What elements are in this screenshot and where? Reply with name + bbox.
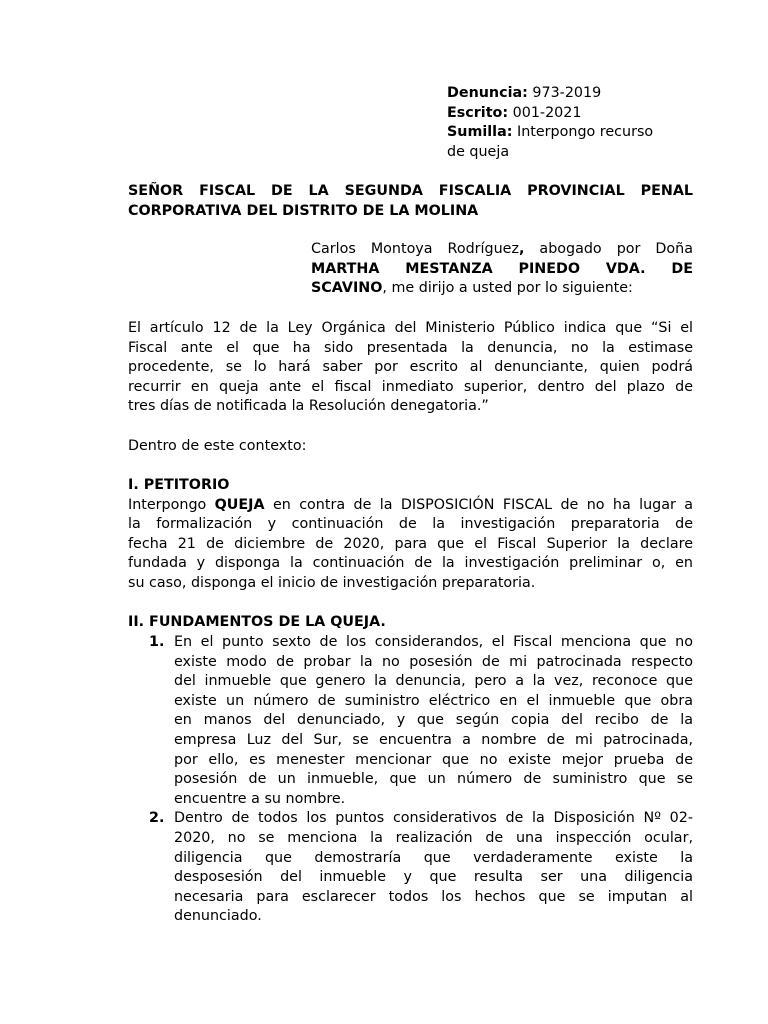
- item-line: posesión de un inmueble, que un número de suministro que se: [174, 771, 693, 788]
- item-number: 1.: [149, 634, 165, 650]
- intro-comma: ,: [518, 241, 525, 257]
- escrito-value: 001-2021: [512, 104, 582, 121]
- fundamentos-list: [149, 633, 693, 927]
- petitorio-line: fecha 21 de diciembre de 2020, para que el Fiscal Superior la declare: [128, 535, 693, 552]
- item-line: por ello, es menester mencionar que no existe mejor prueba de: [174, 751, 693, 768]
- addressee-line-1: SEÑOR FISCAL DE LA SEGUNDA FISCALIA PROVINCIAL PENAL: [128, 183, 693, 199]
- petitorio-title: I. PETITORIO: [128, 477, 230, 493]
- intro-line-3-rest: , me dirijo a usted por lo siguiente:: [382, 280, 633, 297]
- sumilla-label: Sumilla:: [447, 124, 513, 141]
- article-line: recurrir en queja ante el fiscal inmediato superior, dentro del plazo de: [128, 378, 693, 395]
- escrito-label: Escrito:: [447, 104, 509, 121]
- petitorio-section: [128, 476, 693, 594]
- addressee-line-2: CORPORATIVA DEL DISTRITO DE LA MOLINA: [128, 202, 479, 219]
- client-surname: SCAVINO: [311, 280, 383, 297]
- article-line: Fiscal ante el que ha sido presentada la denuncia, no la estimase: [128, 339, 693, 356]
- intro-line-1-rest: abogado por Doña: [524, 241, 694, 257]
- fundamentos-title: [128, 613, 386, 633]
- petitorio-lead: Interpongo: [128, 496, 215, 513]
- context-line: Dentro de este contexto:: [128, 438, 307, 454]
- petitorio-line-1-rest: en contra de la DISPOSICIÓN FISCAL de no ha lugar a: [264, 496, 694, 513]
- petitorio-line: [128, 496, 693, 516]
- item-line: denunciado.: [174, 908, 262, 925]
- article-line: procedente, se lo hará saber por escrito al denunciante, quien podrá: [128, 359, 693, 376]
- sumilla-continuation: de queja: [447, 143, 510, 160]
- item-line: del inmueble que genero la denuncia, pero a la vez, reconoce que: [174, 673, 693, 690]
- item-line: desposesión del inmueble y que resulta ser una diligencia: [174, 869, 693, 886]
- article-line: El artículo 12 de la Ley Orgánica del Ministerio Público indica que “Si el: [128, 320, 693, 336]
- item-line: diligencia que demostraría que verdaderamente existe la: [174, 849, 693, 866]
- item-line: en manos del denunciado, y que según copia del recibo de la: [174, 712, 693, 729]
- escrito-line: [447, 104, 707, 124]
- intro-paragraph: [311, 240, 693, 299]
- article-line: tres días de notificada la Resolución denegatoria.”: [128, 398, 489, 415]
- queja-keyword: QUEJA: [214, 496, 265, 513]
- case-header: [447, 84, 707, 162]
- petitorio-line: la formalización y continuación de la investigación preparatoria de: [128, 516, 693, 533]
- item-line: 2020, no se menciona la realización de una inspección ocular,: [174, 829, 693, 846]
- item-line: existe un número de suministro eléctrico en el inmueble que obra: [174, 692, 693, 709]
- fundamento-item-2: [149, 809, 693, 927]
- client-name: MARTHA MESTANZA PINEDO VDA. DE: [311, 260, 693, 277]
- intro-line-1: [311, 240, 693, 260]
- item-line: existe modo de probar la no posesión de mi patrocinada respecto: [174, 653, 693, 670]
- denuncia-label: Denuncia:: [447, 85, 528, 101]
- sumilla-line: [447, 123, 707, 143]
- addressee: [128, 182, 693, 221]
- fundamentos-title-text: II. FUNDAMENTOS DE LA QUEJA.: [128, 614, 386, 630]
- item-line: empresa Luz del Sur, se encuentra a nombre de mi patrocinada,: [174, 731, 693, 748]
- lawyer-name: Carlos Montoya Rodríguez: [311, 241, 519, 257]
- item-line: Dentro de todos los puntos considerativos de la Disposición Nº 02-: [174, 810, 693, 827]
- intro-line-3: [311, 279, 693, 299]
- denuncia-value: 973-2019: [532, 85, 602, 101]
- item-line: necesaria para esclarecer todos los hechos que se imputan al: [174, 888, 693, 905]
- denuncia-line: [447, 84, 707, 104]
- petitorio-line: fundada y disponga la continuación de la investigación preliminar o, en: [128, 555, 693, 572]
- petitorio-line: su caso, disponga el inicio de investigación preparatoria.: [128, 574, 536, 591]
- item-line: En el punto sexto de los considerandos, el Fiscal menciona que no: [174, 634, 693, 650]
- fundamento-item-1: [149, 633, 693, 809]
- item-line: encuentre a su nombre.: [174, 790, 346, 807]
- item-number: 2.: [149, 810, 165, 827]
- article-paragraph: [128, 319, 693, 417]
- sumilla-value: Interpongo recurso: [517, 124, 654, 141]
